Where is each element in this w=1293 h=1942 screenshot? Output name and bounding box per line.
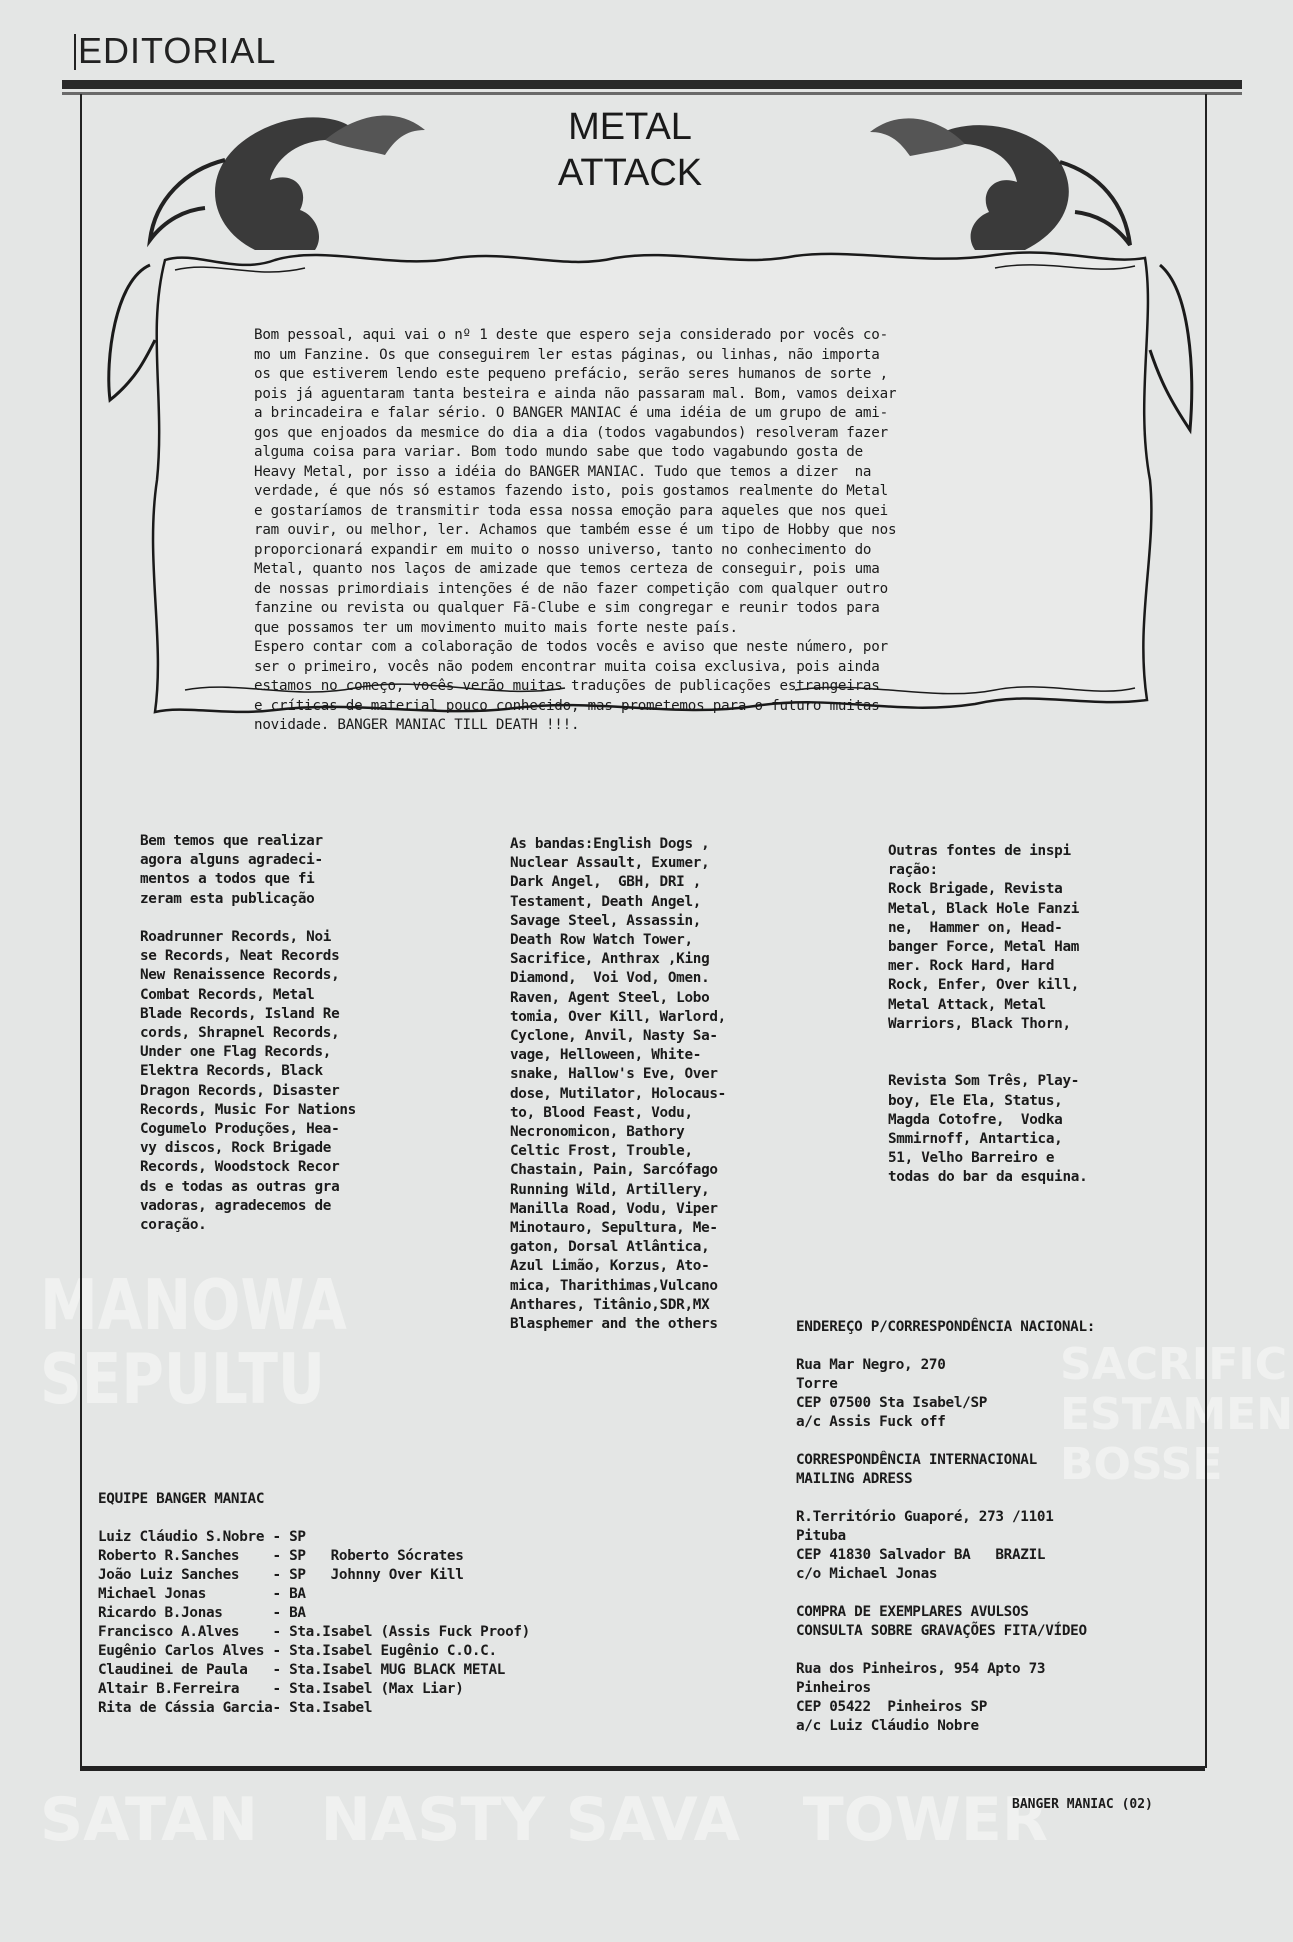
team-line: Roberto R.Sanches - SP Roberto Sócrates <box>98 1548 464 1564</box>
address-line: CEP 07500 Sta Isabel/SP <box>796 1395 988 1411</box>
intro-line: e críticas de material pouco conhecido, mas prometemos para o futuro muitas <box>254 697 880 714</box>
intro-line: que possamos ter um movimento muito mais forte neste país. <box>254 619 738 636</box>
address-line: Pinheiros <box>796 1680 871 1696</box>
sources-column <box>888 842 1087 1188</box>
bands-line: Testament, Death Angel, <box>510 893 702 910</box>
sources-line: Rock, Enfer, Over kill, <box>888 977 1080 994</box>
acknowledgement-line: vy discos, Rock Brigade <box>140 1140 332 1157</box>
bands-line: snake, Hallow's Eve, Over <box>510 1066 718 1083</box>
address-line: a/c Assis Fuck off <box>796 1414 946 1430</box>
bands-line: Death Row Watch Tower, <box>510 932 693 949</box>
bands-line: gaton, Dorsal Atlântica, <box>510 1239 710 1256</box>
team-line: Altair B.Ferreira - Sta.Isabel (Max Liar) <box>98 1681 464 1697</box>
address-block <box>796 1318 1095 1736</box>
bands-line: Celtic Frost, Trouble, <box>510 1143 693 1160</box>
sources-line: 51, Velho Barreiro e <box>888 1150 1055 1167</box>
address-line: CORRESPONDÊNCIA INTERNACIONAL <box>796 1452 1037 1468</box>
acknowledgement-line: Blade Records, Island Re <box>140 1005 340 1022</box>
bands-line: Anthares, Titânio,SDR,MX <box>510 1296 710 1313</box>
bands-line: tomia, Over Kill, Warlord, <box>510 1008 726 1025</box>
sources-line: mer. Rock Hard, Hard <box>888 958 1055 975</box>
bands-line: Chastain, Pain, Sarcófago <box>510 1162 718 1179</box>
team-line: Michael Jonas - BA <box>98 1586 306 1602</box>
intro-line: gos que enjoados da mesmice do dia a dia (todos vagabundos) resolveram fazer <box>254 424 888 441</box>
intro-line: Espero contar com a colaboração de todos vocês e aviso que neste número, por <box>254 639 888 655</box>
intro-line: Metal, quanto nos laços de amizade que temos certeza de conseguir, pois uma <box>254 561 880 577</box>
bands-line: Dark Angel, GBH, DRI , <box>510 874 702 891</box>
intro-line: proporcionará expandir em muito o nosso universo, tanto no conhecimento do <box>254 541 872 558</box>
bands-line: Cyclone, Anvil, Nasty Sa- <box>510 1028 718 1045</box>
acknowledgement-line: New Renaissence Records, <box>140 967 340 984</box>
address-line: a/c Luiz Cláudio Nobre <box>796 1718 979 1734</box>
address-line <box>796 1641 1095 1660</box>
sources-line: ração: <box>888 862 938 879</box>
team-line: Rita de Cássia Garcia- Sta.Isabel <box>98 1700 373 1716</box>
bands-line: Manilla Road, Vodu, Viper <box>510 1200 718 1217</box>
intro-line: os que estiverem lendo este pequeno prefácio, serão seres humanos de sorte , <box>254 366 888 382</box>
bands-line: mica, Tharithimas,Vulcano <box>510 1277 718 1294</box>
acknowledgement-line: Records, Music For Nations <box>140 1101 356 1118</box>
intro-line: pois já aguentaram tanta besteira e ainda não passaram mal. Bom, vamos deixar <box>254 385 897 402</box>
sources-line: Magda Cotofre, Vodka <box>888 1111 1063 1128</box>
address-line: Rua dos Pinheiros, 954 Apto 73 <box>796 1661 1046 1677</box>
team-list <box>98 1490 530 1718</box>
intro-line: Heavy Metal, por isso a idéia do BANGER MANIAC. Tudo que temos a dizer na <box>254 463 872 480</box>
bands-line: vage, Helloween, White- <box>510 1047 702 1064</box>
bands-line: Running Wild, Artillery, <box>510 1181 710 1198</box>
intro-line: ram ouvir, ou melhor, ler. Achamos que também esse é um tipo de Hobby que nos <box>254 522 897 538</box>
bottom-divider <box>80 1768 1205 1771</box>
acknowledgement-line: zeram esta publicação <box>140 890 315 907</box>
team-line: Francisco A.Alves - Sta.Isabel (Assis Fuck Proof) <box>98 1624 530 1640</box>
acknowledgement-line <box>140 909 356 928</box>
sources-line: ne, Hammer on, Head- <box>888 919 1063 936</box>
bands-line: to, Blood Feast, Vodu, <box>510 1104 693 1121</box>
address-line: Rua Mar Negro, 270 <box>796 1357 946 1373</box>
team-line: EQUIPE BANGER MANIAC <box>98 1491 265 1507</box>
intro-line: mo um Fanzine. Os que conseguirem ler estas páginas, ou linhas, não importa <box>254 346 880 363</box>
team-line: João Luiz Sanches - SP Johnny Over Kill <box>98 1567 464 1583</box>
intro-paragraph <box>254 326 1034 736</box>
bleed-through-right: SACRIFIC ESTAMEN BOSSE <box>1060 1339 1293 1490</box>
address-line: Pituba <box>796 1528 846 1544</box>
sources-line <box>888 1053 1087 1072</box>
acknowledgement-line: vadoras, agradecemos de <box>140 1197 332 1214</box>
bands-line: As bandas:English Dogs , <box>510 836 710 852</box>
intro-line: verdade, é que nós só estamos fazendo isto, pois gostamos realmente do Metal <box>254 483 888 499</box>
bands-line: Blasphemer and the others <box>510 1316 718 1333</box>
address-line: MAILING ADRESS <box>796 1471 913 1487</box>
address-line: CEP 05422 Pinheiros SP <box>796 1699 988 1715</box>
bands-line: Azul Limão, Korzus, Ato- <box>510 1258 710 1275</box>
acknowledgement-line: mentos a todos que fi <box>140 871 315 888</box>
acknowledgement-line: Roadrunner Records, Noi <box>140 929 332 946</box>
bands-line: Diamond, Voi Vod, Omen. <box>510 970 710 987</box>
sources-line: Warriors, Black Thorn, <box>888 1015 1071 1032</box>
address-line <box>796 1584 1095 1603</box>
acknowledgement-line: Dragon Records, Disaster <box>140 1082 340 1099</box>
team-line: Luiz Cláudio S.Nobre - SP <box>98 1529 306 1545</box>
gargoyle-right-icon <box>870 118 1130 250</box>
sources-line: Smmirnoff, Antartica, <box>888 1131 1063 1148</box>
sources-line: banger Force, Metal Ham <box>888 939 1080 956</box>
bands-line: Nuclear Assault, Exumer, <box>510 855 710 872</box>
acknowledgement-line: cords, Shrapnel Records, <box>140 1025 340 1042</box>
acknowledgement-line: se Records, Neat Records <box>140 948 340 965</box>
team-line: Claudinei de Paula - Sta.Isabel MUG BLACK METAL <box>98 1662 506 1678</box>
bands-line: Sacrifice, Anthrax ,King <box>510 951 710 968</box>
address-line: c/o Michael Jonas <box>796 1566 938 1582</box>
acknowledgement-line: Under one Flag Records, <box>140 1044 332 1061</box>
headline-line-1: METAL <box>568 106 692 148</box>
address-line <box>796 1489 1095 1508</box>
sources-line: boy, Ele Ela, Status, <box>888 1092 1063 1109</box>
sources-line: Metal Attack, Metal <box>888 996 1046 1013</box>
team-line <box>98 1509 530 1528</box>
acknowledgement-line: Bem temos que realizar <box>140 833 323 849</box>
acknowledgement-line: Records, Woodstock Recor <box>140 1159 340 1176</box>
acknowledgement-line: ds e todas as outras gra <box>140 1178 340 1195</box>
gargoyle-left-icon <box>150 116 425 250</box>
headline <box>520 104 740 196</box>
sources-line: Outras fontes de inspi <box>888 843 1071 859</box>
address-line: CEP 41830 Salvador BA BRAZIL <box>796 1547 1046 1563</box>
address-line <box>796 1432 1095 1451</box>
bands-line: Raven, Agent Steel, Lobo <box>510 989 710 1006</box>
headline-line-2: ATTACK <box>557 152 703 194</box>
address-line: Torre <box>796 1376 838 1392</box>
intro-line: ser o primeiro, vocês não podem encontrar muita coisa exclusiva, pois ainda <box>254 658 880 675</box>
section-title: EDITORIAL <box>78 30 277 71</box>
sources-line: Revista Som Três, Play- <box>888 1073 1080 1090</box>
top-divider <box>62 80 1242 89</box>
address-line: ENDEREÇO P/CORRESPONDÊNCIA NACIONAL: <box>796 1319 1096 1335</box>
sources-line: Rock Brigade, Revista <box>888 881 1063 898</box>
acknowledgement-line: agora alguns agradeci- <box>140 852 323 869</box>
page-footer: BANGER MANIAC (02) <box>1012 1797 1153 1812</box>
acknowledgements-column <box>140 832 356 1235</box>
address-line: COMPRA DE EXEMPLARES AVULSOS <box>796 1604 1029 1620</box>
intro-line: de nossas primordiais intenções é de não fazer competição com qualquer outro <box>254 580 888 597</box>
acknowledgement-line: Elektra Records, Black <box>140 1063 323 1080</box>
address-line <box>796 1337 1095 1356</box>
acknowledgement-line: Combat Records, Metal <box>140 986 315 1003</box>
sources-line: todas do bar da esquina. <box>888 1169 1088 1186</box>
bands-line: dose, Mutilator, Holocaus- <box>510 1085 726 1102</box>
team-line: Ricardo B.Jonas - BA <box>98 1605 306 1621</box>
intro-line: e gostaríamos de transmitir toda essa nossa emoção para aqueles que nos quei <box>254 502 888 519</box>
intro-line: fanzine ou revista ou qualquer Fã-Clube e sim congregar e reunir todos para <box>254 600 880 616</box>
sources-line <box>888 1034 1087 1053</box>
bands-line: Minotauro, Sepultura, Me- <box>510 1220 718 1237</box>
address-line: R.Território Guaporé, 273 /1101 <box>796 1509 1054 1525</box>
sources-line: Metal, Black Hole Fanzi <box>888 900 1080 917</box>
bleed-through-left: MANOWA SEPULTU <box>40 1264 347 1420</box>
intro-line: novidade. BANGER MANIAC TILL DEATH !!!. <box>254 717 580 733</box>
bands-column <box>510 835 726 1334</box>
bleed-through-bottom: SATAN NASTY SAVA TOWER <box>40 1785 1049 1855</box>
intro-line: alguma coisa para variar. Bom todo mundo sabe que todo vagabundo gosta de <box>254 444 863 460</box>
acknowledgement-line: coração. <box>140 1217 207 1234</box>
acknowledgement-line: Cogumelo Produções, Hea- <box>140 1121 340 1138</box>
bands-line: Savage Steel, Assassin, <box>510 912 702 929</box>
intro-line: Bom pessoal, aqui vai o nº 1 deste que espero seja considerado por vocês co- <box>254 327 888 343</box>
intro-line: a brincadeira e falar sério. O BANGER MANIAC é uma idéia de um grupo de ami- <box>254 405 888 421</box>
team-line: Eugênio Carlos Alves - Sta.Isabel Eugênio C.O.C. <box>98 1643 497 1659</box>
intro-line: estamos no começo, vocês verão muitas traduções de publicações estrangeiras <box>254 678 880 694</box>
bands-line: Necronomicon, Bathory <box>510 1124 685 1141</box>
address-line: CONSULTA SOBRE GRAVAÇÕES FITA/VÍDEO <box>796 1623 1087 1639</box>
